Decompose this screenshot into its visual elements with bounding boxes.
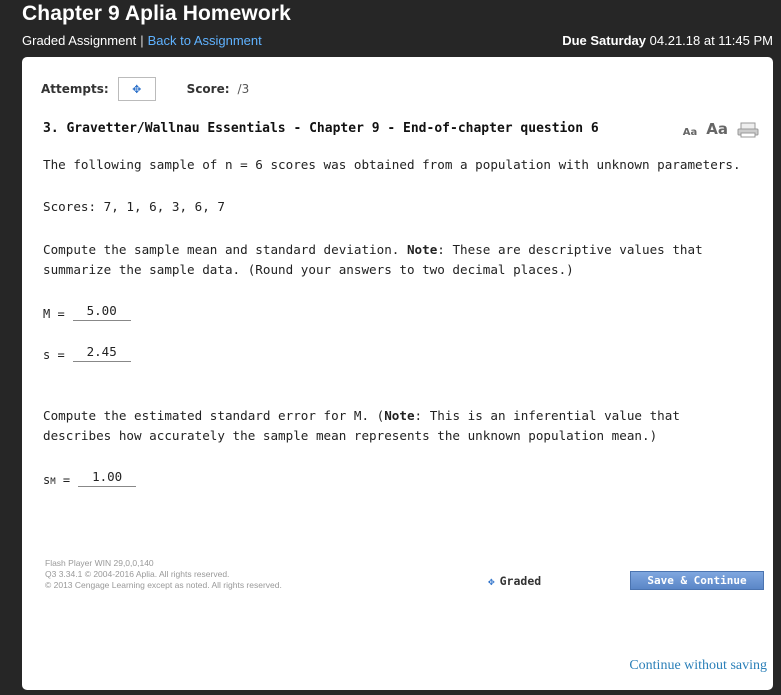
due-label: Due Saturday — [562, 33, 647, 48]
standard-error-label — [43, 473, 70, 487]
sd-label: s = — [43, 348, 65, 362]
footer-info — [45, 558, 282, 591]
prompt-2-text-b: : This is an inferential value that describes how accurately the sample mean represents the unknown population mean.) — [43, 408, 680, 443]
graded-label: Graded — [499, 574, 542, 588]
mean-label: M = — [43, 307, 65, 321]
question-prompt-2 — [43, 406, 755, 446]
graded-diamond-icon: ✥ — [488, 574, 495, 588]
sm-sub: M — [50, 477, 56, 487]
question-prompt-1 — [43, 240, 755, 280]
mean-answer-row — [43, 303, 131, 321]
sm-main: s — [43, 473, 51, 487]
save-continue-button[interactable]: Save & Continue — [630, 571, 764, 590]
question-title: 3. Gravetter/Wallnau Essentials - Chapter 9 - End-of-chapter question 6 — [43, 121, 599, 136]
mean-input[interactable]: 5.00 — [73, 303, 131, 321]
question-panel — [22, 57, 773, 690]
separator: | — [140, 33, 144, 48]
score-value: /3 — [237, 82, 250, 96]
prompt-1-text-b: : These are descriptive values that summarize the sample data. (Round your answers to two decimal places.) — [43, 242, 703, 277]
footer-line-1: Flash Player WIN 29,0,0,140 — [45, 558, 154, 568]
prompt-2-text-a: Compute the estimated standard error for M. ( — [43, 408, 385, 423]
attempts-row — [41, 77, 249, 101]
graded-indicator — [488, 574, 541, 588]
sm-eq: = — [62, 473, 71, 487]
diamond-icon: ✥ — [132, 82, 142, 96]
text-tools — [683, 120, 759, 138]
due-date — [562, 33, 773, 48]
due-date-value: 04.21.18 at 11:45 PM — [649, 33, 773, 48]
print-icon[interactable] — [737, 122, 759, 138]
increase-font-button[interactable]: Aa — [706, 120, 728, 138]
decrease-font-button[interactable]: Aa — [682, 127, 698, 138]
standard-error-answer-row — [43, 469, 136, 487]
standard-error-input[interactable]: 1.00 — [78, 469, 136, 487]
assignment-subheader — [22, 33, 262, 48]
sd-input[interactable]: 2.45 — [73, 344, 131, 362]
score-label: Score: — [186, 82, 230, 96]
continue-without-saving-link[interactable]: Continue without saving — [629, 658, 767, 673]
page-title: Chapter 9 Aplia Homework — [22, 2, 291, 25]
attempts-indicator — [118, 77, 156, 101]
footer-line-2: Q3 3.34.1 © 2004-2016 Aplia. All rights reserved. — [45, 569, 230, 579]
prompt-1-note: Note — [406, 242, 438, 257]
attempts-label: Attempts: — [41, 82, 109, 96]
sd-answer-row — [43, 344, 131, 362]
question-intro: The following sample of n = 6 scores was obtained from a population with unknown parameters. — [43, 157, 741, 172]
question-scores: Scores: 7, 1, 6, 3, 6, 7 — [43, 199, 225, 214]
prompt-2-note: Note — [384, 408, 415, 423]
footer-line-3: © 2013 Cengage Learning except as noted. All rights reserved. — [45, 580, 282, 590]
assignment-type: Graded Assignment — [22, 33, 137, 48]
back-to-assignment-link[interactable]: Back to Assignment — [147, 33, 262, 48]
prompt-1-text-a: Compute the sample mean and standard deviation. — [43, 242, 407, 257]
